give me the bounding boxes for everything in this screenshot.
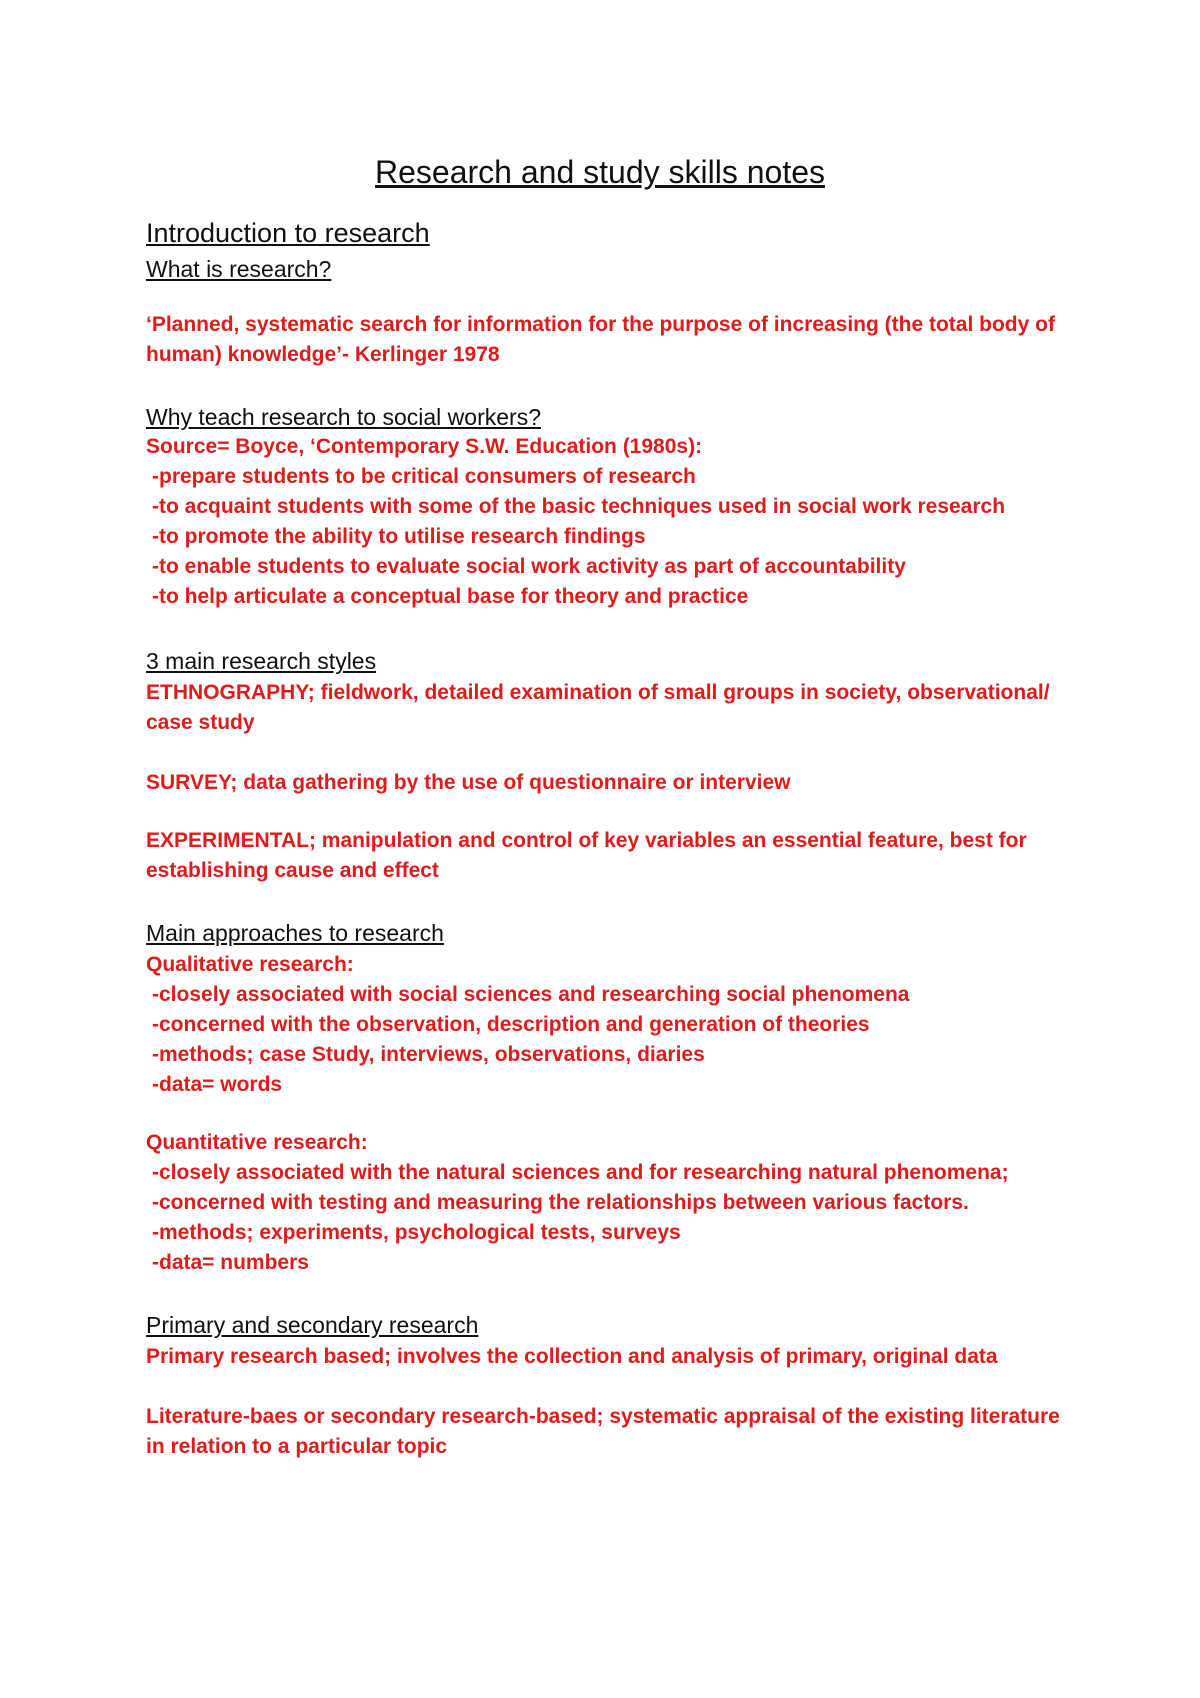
list-item: -closely associated with social sciences and researching social phenomena	[152, 983, 910, 1006]
list-item: -data= numbers	[152, 1251, 309, 1274]
list-item: -concerned with testing and measuring the relationships between various factors.	[152, 1191, 969, 1214]
survey-line: SURVEY; data gathering by the use of questionnaire or interview	[146, 771, 791, 794]
list-item: -to help articulate a conceptual base for theory and practice	[152, 585, 749, 608]
list-item: -to promote the ability to utilise research findings	[152, 525, 646, 548]
experimental-line: EXPERIMENTAL; manipulation and control of key variables an essential feature, best for	[146, 829, 1027, 852]
quantitative-label: Quantitative research:	[146, 1131, 368, 1154]
ethnography-line: case study	[146, 711, 255, 734]
list-item: -closely associated with the natural sciences and for researching natural phenomena;	[152, 1161, 1009, 1184]
primary-line: Primary research based; involves the collection and analysis of primary, original data	[146, 1345, 998, 1368]
list-item: -concerned with the observation, description and generation of theories	[152, 1013, 870, 1036]
heading-main-approaches: Main approaches to research	[146, 920, 444, 946]
list-item: -methods; case Study, interviews, observations, diaries	[152, 1043, 705, 1066]
list-item: -data= words	[152, 1073, 283, 1096]
experimental-line: establishing cause and effect	[146, 859, 439, 882]
list-item: -prepare students to be critical consumers of research	[152, 465, 696, 488]
definition-line: human) knowledge’- Kerlinger 1978	[146, 343, 500, 366]
page-title: Research and study skills notes	[375, 154, 825, 190]
list-item: -to enable students to evaluate social work activity as part of accountability	[152, 555, 906, 578]
heading-primary-secondary: Primary and secondary research	[146, 1312, 479, 1338]
secondary-line: in relation to a particular topic	[146, 1435, 448, 1458]
list-item: -methods; experiments, psychological tests, surveys	[152, 1221, 681, 1244]
section-title-introduction: Introduction to research	[146, 218, 430, 248]
heading-why-teach-research: Why teach research to social workers?	[146, 404, 541, 430]
source-line: Source= Boyce, ‘Contemporary S.W. Education (1980s):	[146, 435, 703, 458]
heading-what-is-research: What is research?	[146, 256, 332, 282]
secondary-line: Literature-baes or secondary research-based; systematic appraisal of the existing literature	[146, 1405, 1060, 1428]
qualitative-label: Qualitative research:	[146, 953, 354, 976]
list-item: -to acquaint students with some of the basic techniques used in social work research	[152, 495, 1006, 518]
heading-research-styles: 3 main research styles	[146, 648, 377, 674]
ethnography-line: ETHNOGRAPHY; fieldwork, detailed examination of small groups in society, observational/	[146, 681, 1050, 704]
definition-line: ‘Planned, systematic search for information for the purpose of increasing (the total body of	[146, 313, 1055, 336]
